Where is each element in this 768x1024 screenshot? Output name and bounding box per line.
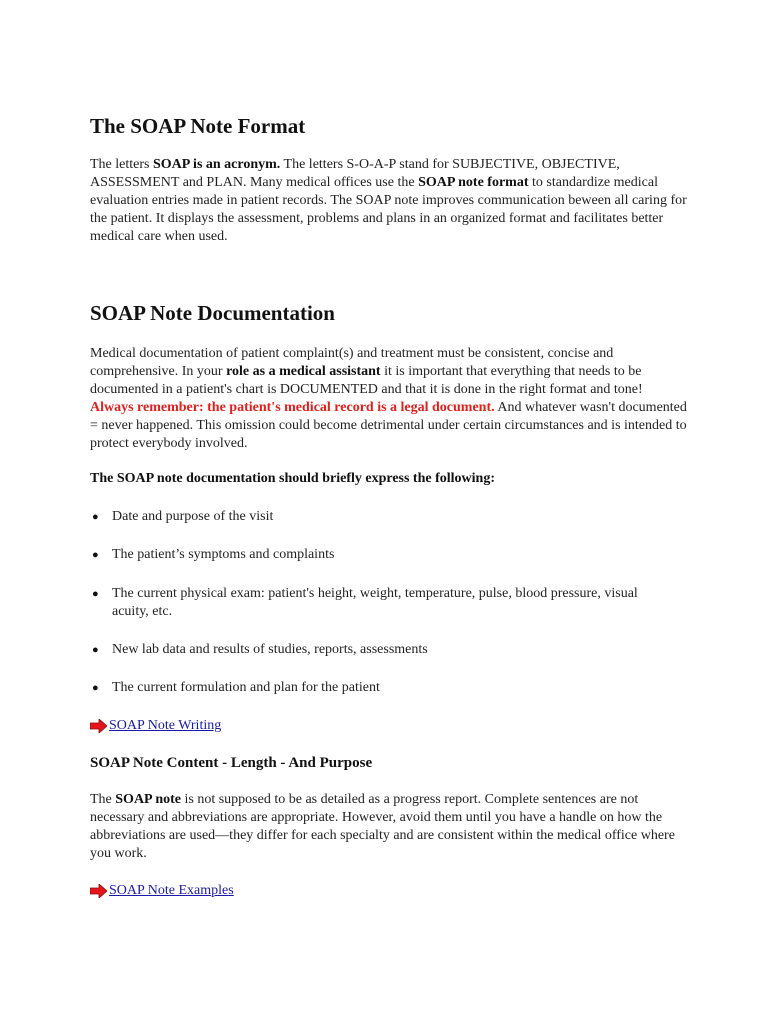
- section-title-soap-content: SOAP Note Content - Length - And Purpose: [90, 755, 373, 771]
- link-row-soap-writing: [90, 716, 221, 736]
- bold-soap-acronym: SOAP is an acronym.: [152, 157, 281, 172]
- bullet-icon: ●: [92, 588, 99, 600]
- link-row-soap-examples: [90, 881, 234, 901]
- soap-note-examples-link[interactable]: SOAP Note Examples: [109, 883, 234, 898]
- red-arrow-icon: [90, 884, 107, 898]
- list-item: ● The patient’s symptoms and complaints: [92, 547, 335, 562]
- red-arrow-icon: [90, 719, 107, 733]
- bullets-lead-text: The SOAP note documentation should briefly express the following:: [90, 471, 495, 486]
- soap-note-writing-link[interactable]: SOAP Note Writing: [109, 718, 222, 733]
- list-item: ● Date and purpose of the visit: [92, 509, 274, 524]
- section-title-soap-documentation: SOAP Note Documentation: [90, 301, 335, 325]
- paragraph-soap-documentation: Medical documentation of patient complaint(s) and treatment must be consistent, concise and comprehensive. In your role as a medical assistant it is important that everything that needs to be documented in a patient's chart is DOCUMENTED and that it is done in the right format and tone! Always remember: the patient's medical record is a legal document. And whatever wasn't documented = never happened. This omission could become detrimental under certain circumstances and is intended to protect everybody involved.: [90, 346, 687, 451]
- section-title-soap-format: The SOAP Note Format: [90, 114, 306, 138]
- list-item: ● The current physical exam: patient's height, weight, temperature, pulse, blood pressure, visual acuity, etc.: [92, 586, 638, 619]
- bold-soap-note: SOAP note: [115, 792, 181, 807]
- bullet-icon: ●: [92, 644, 99, 656]
- paragraph-soap-content: The SOAP note is not supposed to be as detailed as a progress report. Complete sentences are not necessary and abbreviations are appropriate. However, avoid them until you have a handle on how the abbreviations are used—they differ for each specialty and are consistent within the medical office where you work.: [90, 792, 675, 861]
- bullet-icon: ●: [92, 682, 99, 694]
- paragraph-soap-format: The letters SOAP is an acronym. The letters S-O-A-P stand for SUBJECTIVE, OBJECTIVE, ASSESSMENT and PLAN. Many medical offices use the SOAP note format to standardize medical evaluation entries made in patient records. The SOAP note improves communication beween all caring for the patient. It displays the assessment, problems and plans in an organized format and facilitates better medical care when used.: [90, 157, 687, 244]
- bullet-icon: ●: [92, 511, 99, 523]
- list-item: ● The current formulation and plan for the patient: [92, 680, 380, 695]
- list-item: ● New lab data and results of studies, reports, assessments: [92, 642, 428, 657]
- bold-role-medical-assistant: role as a medical assistant: [226, 364, 381, 379]
- bold-soap-note-format: SOAP note format: [418, 175, 529, 190]
- legal-document-warning: Always remember: the patient's medical record is a legal document.: [90, 400, 495, 415]
- bullet-icon: ●: [92, 549, 99, 561]
